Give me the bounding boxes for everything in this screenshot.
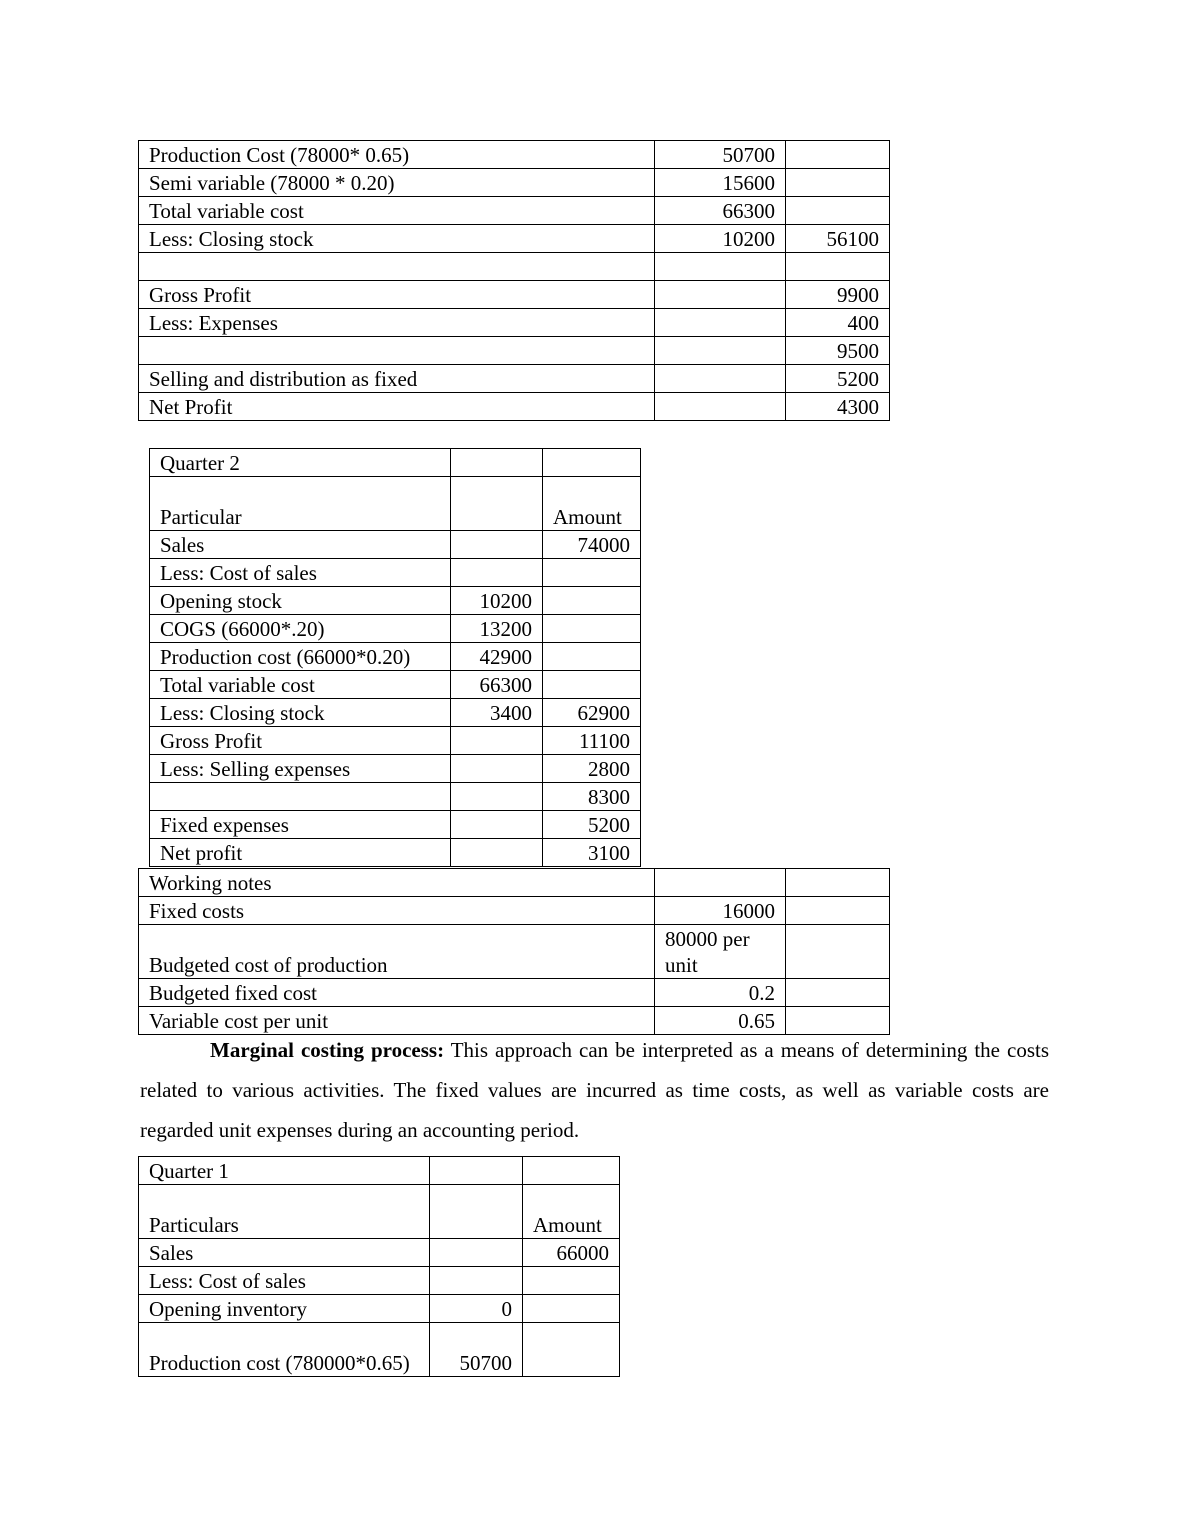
row-value-a: [655, 393, 786, 421]
row-value-a: 15600: [655, 169, 786, 197]
table-row: [150, 727, 641, 755]
table-row: [150, 615, 641, 643]
row-label: Budgeted fixed cost: [139, 979, 655, 1007]
row-label: Net Profit: [139, 393, 655, 421]
row-value-a: 0.2: [655, 979, 786, 1007]
row-value-b: [786, 169, 890, 197]
row-value-a: 42900: [451, 643, 543, 671]
row-value-a: 3400: [451, 699, 543, 727]
table-header-row: [139, 1185, 620, 1239]
row-value-a: 50700: [655, 141, 786, 169]
row-value-b: [786, 197, 890, 225]
row-value-a: 10200: [451, 587, 543, 615]
table-row: [139, 1267, 620, 1295]
table-row: [150, 559, 641, 587]
row-label: Less: Closing stock: [150, 699, 451, 727]
table-row: [139, 197, 890, 225]
row-label: Sales: [139, 1239, 430, 1267]
row-value-a: [655, 253, 786, 281]
quarter-2-table: [149, 448, 641, 867]
row-value-a: [451, 727, 543, 755]
table-row: [139, 393, 890, 421]
table-row: [139, 897, 890, 925]
row-value-a: [451, 811, 543, 839]
row-value-b: 400: [786, 309, 890, 337]
row-label: Opening inventory: [139, 1295, 430, 1323]
table-row: [150, 811, 641, 839]
row-value-b: [543, 643, 641, 671]
row-label: Less: Selling expenses: [150, 755, 451, 783]
row-label: Total variable cost: [150, 671, 451, 699]
table-row: [150, 671, 641, 699]
table-row: [139, 141, 890, 169]
table-title-row: [139, 869, 890, 897]
row-label: Production Cost (78000* 0.65): [139, 141, 655, 169]
row-value-a: [655, 309, 786, 337]
row-label: Less: Expenses: [139, 309, 655, 337]
row-value-b: 4300: [786, 393, 890, 421]
row-value-b: 56100: [786, 225, 890, 253]
row-value-a: [430, 1267, 523, 1295]
table-row: [150, 587, 641, 615]
row-value-b: 66000: [523, 1239, 620, 1267]
row-value-b: 11100: [543, 727, 641, 755]
row-value-b: [786, 253, 890, 281]
row-value-b: 5200: [786, 365, 890, 393]
row-value-b: [523, 1267, 620, 1295]
table-title: Quarter 2: [150, 449, 451, 477]
row-label: Fixed expenses: [150, 811, 451, 839]
row-label: Fixed costs: [139, 897, 655, 925]
table-row: [150, 755, 641, 783]
row-label: Less: Cost of sales: [150, 559, 451, 587]
row-label: Total variable cost: [139, 197, 655, 225]
row-value-b: [523, 1323, 620, 1377]
row-label: Net profit: [150, 839, 451, 867]
quarter-1-table: [138, 1156, 620, 1377]
quarter-1-continued-table: [138, 140, 890, 421]
row-value-a: 66300: [655, 197, 786, 225]
table-row: [139, 1239, 620, 1267]
header-amount: Amount: [523, 1185, 620, 1239]
row-value-a: 50700: [430, 1323, 523, 1377]
row-value-a: [655, 281, 786, 309]
row-label: [150, 783, 451, 811]
row-value-b: [543, 615, 641, 643]
row-value-b: 8300: [543, 783, 641, 811]
row-label: Opening stock: [150, 587, 451, 615]
table-row: [139, 365, 890, 393]
table-row: [139, 169, 890, 197]
table-row: [139, 925, 890, 979]
row-value-a: [451, 559, 543, 587]
row-label: Production cost (780000*0.65): [139, 1323, 430, 1377]
row-label: Semi variable (78000 * 0.20): [139, 169, 655, 197]
row-value-a: [655, 365, 786, 393]
table-row: [139, 1295, 620, 1323]
table-row: [150, 699, 641, 727]
table-row: [139, 281, 890, 309]
row-label: [139, 253, 655, 281]
working-notes-table: [138, 868, 890, 1035]
row-value-b: [786, 141, 890, 169]
row-value-b: [523, 1295, 620, 1323]
table-row: [139, 225, 890, 253]
row-value-a: 16000: [655, 897, 786, 925]
row-value-b: 5200: [543, 811, 641, 839]
table-title: Working notes: [139, 869, 655, 897]
row-label: Budgeted cost of production: [139, 925, 655, 979]
row-label: COGS (66000*.20): [150, 615, 451, 643]
table-title-row: [150, 449, 641, 477]
table-row: [139, 337, 890, 365]
header-particulars: Particulars: [139, 1185, 430, 1239]
table-title-row: [139, 1157, 620, 1185]
row-value-a: [451, 839, 543, 867]
row-value-a: [451, 531, 543, 559]
paragraph-text: This approach can be interpreted as a means of determining the costs related to various activities. The fixed values are incurred as time costs, as well as variable costs are regarded unit expenses during an accounting period.: [140, 1038, 1049, 1142]
table-row: [139, 979, 890, 1007]
row-label: Sales: [150, 531, 451, 559]
row-value-a: [655, 337, 786, 365]
row-label: Less: Closing stock: [139, 225, 655, 253]
row-label: Variable cost per unit: [139, 1007, 655, 1035]
row-value-b: [543, 559, 641, 587]
row-value-b: 3100: [543, 839, 641, 867]
header-amount: Amount: [543, 477, 641, 531]
row-value-a: 13200: [451, 615, 543, 643]
table-row: [139, 1323, 620, 1377]
table-row: [150, 643, 641, 671]
row-value-a: [451, 755, 543, 783]
table-title: Quarter 1: [139, 1157, 430, 1185]
row-value-b: 2800: [543, 755, 641, 783]
row-value-b: 62900: [543, 699, 641, 727]
marginal-costing-paragraph: [140, 1030, 1049, 1150]
row-value-a: 66300: [451, 671, 543, 699]
table-row: [150, 783, 641, 811]
row-value-b: 74000: [543, 531, 641, 559]
row-value-a: [451, 783, 543, 811]
paragraph-lead: Marginal costing process:: [210, 1038, 445, 1062]
row-value-b: 9900: [786, 281, 890, 309]
row-label: Gross Profit: [150, 727, 451, 755]
row-label: Selling and distribution as fixed: [139, 365, 655, 393]
row-value-a: 10200: [655, 225, 786, 253]
row-value-a: 0: [430, 1295, 523, 1323]
table-row: [150, 531, 641, 559]
header-particular: Particular: [150, 477, 451, 531]
table-row: [139, 309, 890, 337]
row-value-b: [543, 587, 641, 615]
row-value-a: 80000 per unit: [655, 925, 786, 979]
table-row: [139, 253, 890, 281]
row-value-a: [430, 1239, 523, 1267]
row-value-a: 0.65: [655, 1007, 786, 1035]
row-label: Less: Cost of sales: [139, 1267, 430, 1295]
row-label: Gross Profit: [139, 281, 655, 309]
table-row: [150, 839, 641, 867]
row-value-b: [543, 671, 641, 699]
row-label: [139, 337, 655, 365]
table-header-row: [150, 477, 641, 531]
row-label: Production cost (66000*0.20): [150, 643, 451, 671]
row-value-b: 9500: [786, 337, 890, 365]
